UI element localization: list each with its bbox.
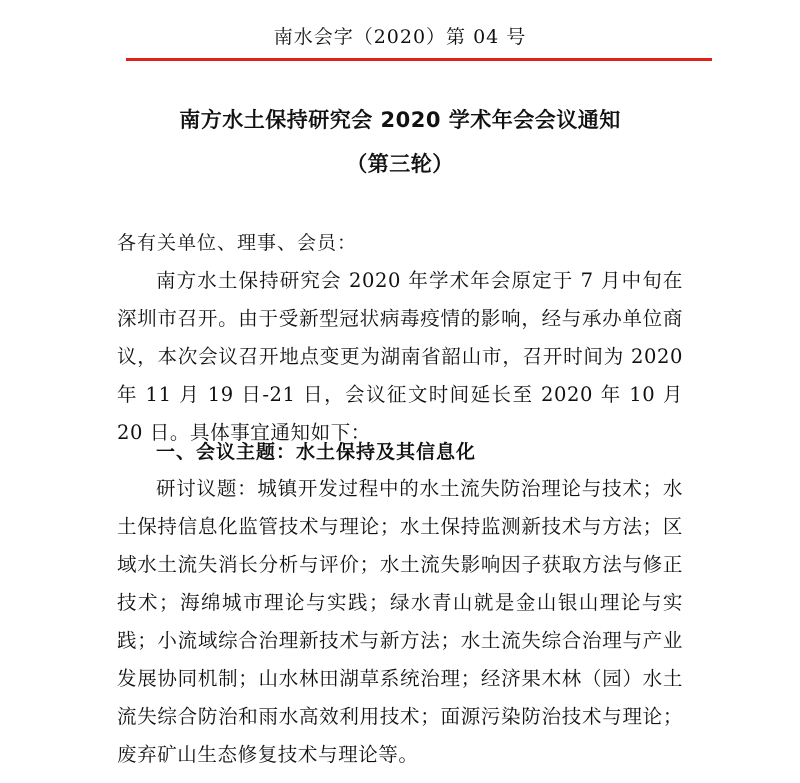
section-heading-theme: 一、会议主题：水土保持及其信息化 bbox=[156, 441, 477, 463]
document-subtitle: （第三轮） bbox=[346, 152, 454, 176]
document-title: 南方水土保持研究会 2020 学术年会会议通知 bbox=[179, 108, 621, 132]
red-header-rule bbox=[126, 58, 712, 61]
intro-paragraph: 南方水土保持研究会 2020 年学术年会原定于 7 月中旬在深圳市召开。由于受新型冠状病毒疫情的影响，经与承办单位商议，本次会议召开地点变更为湖南省韶山市，召开时间为 2020 年 11 月 19 日-21 日，会议征文时间延长至 2020 年 10 月 20 日。具体事宜通知如下： bbox=[117, 269, 683, 444]
topics-paragraph: 研讨议题：城镇开发过程中的水土流失防治理论与技术；水土保持信息化监管技术与理论；水土保持监测新技术与方法；区域水土流失消长分析与评价；水土流失影响因子获取方法与修正技术；海绵城市理论与实践；绿水青山就是金山银山理论与实践；小流域综合治理新技术与新方法；水土流失综合治理与产业发展协同机制；山水林田湖草系统治理；经济果木林（园）水土流失综合防治和雨水高效利用技术；面源污染防治技术与理论；废弃矿山生态修复技术与理论等。 bbox=[117, 477, 683, 766]
salutation: 各有关单位、理事、会员： bbox=[117, 232, 358, 254]
document-number: 南水会字（2020）第 04 号 bbox=[273, 26, 527, 48]
